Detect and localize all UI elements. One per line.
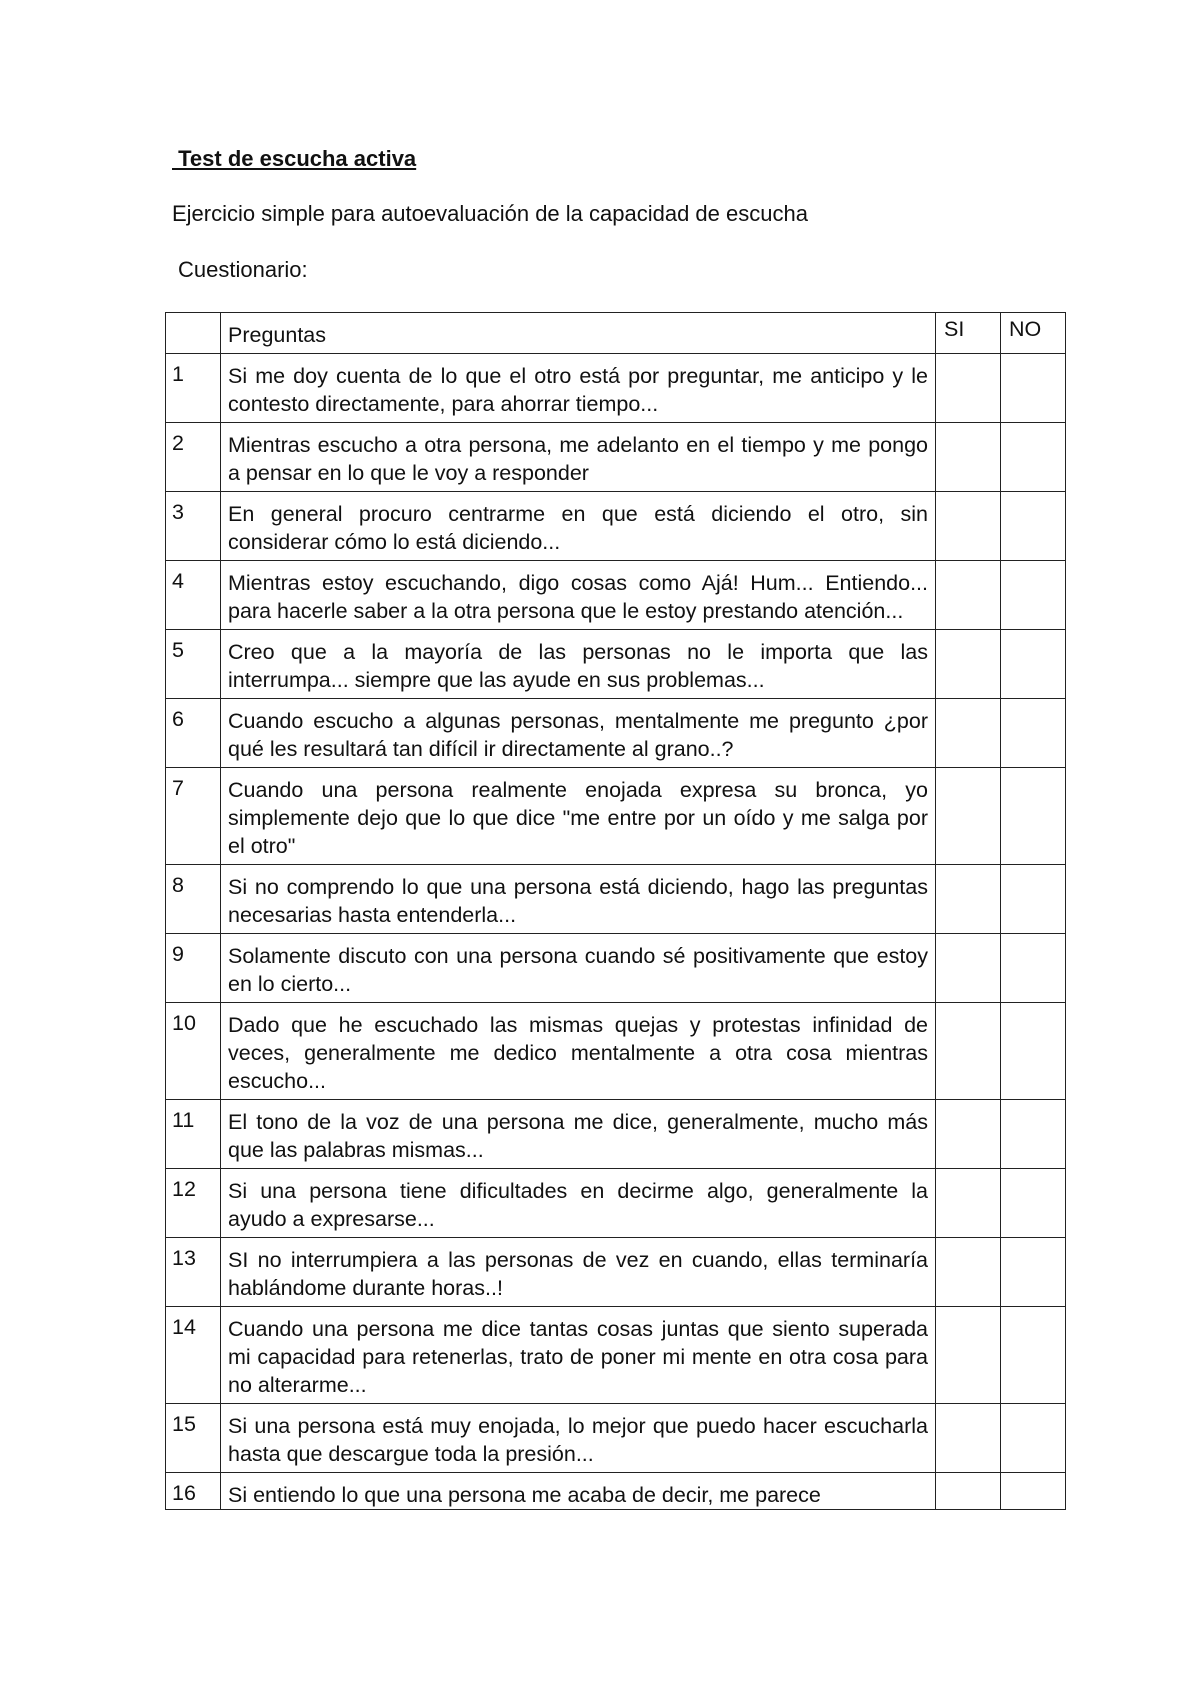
no-answer-cell[interactable] [1001, 934, 1066, 1003]
no-answer-cell[interactable] [1001, 768, 1066, 865]
yes-answer-cell[interactable] [936, 865, 1001, 934]
no-answer-cell[interactable] [1001, 865, 1066, 934]
question-text: Creo que a la mayoría de las personas no le importa que las interrumpa... siempre que las ayude en sus problemas... [221, 630, 936, 699]
question-text: Dado que he escuchado las mismas quejas y protestas infinidad de veces, generalmente me dedico mentalmente a otra cosa mientras escucho... [221, 1003, 936, 1100]
yes-answer-cell[interactable] [936, 1307, 1001, 1404]
yes-answer-cell[interactable] [936, 1238, 1001, 1307]
no-answer-cell[interactable] [1001, 1169, 1066, 1238]
row-number: 8 [166, 865, 221, 934]
no-answer-cell[interactable] [1001, 561, 1066, 630]
yes-answer-cell[interactable] [936, 561, 1001, 630]
header-number-cell [166, 313, 221, 354]
table-row [166, 1404, 1066, 1473]
row-number: 5 [166, 630, 221, 699]
header-no-cell: NO [1001, 313, 1066, 354]
row-number: 15 [166, 1404, 221, 1473]
header-question-cell: Preguntas [221, 313, 936, 354]
table-row [166, 1238, 1066, 1307]
row-number: 9 [166, 934, 221, 1003]
yes-answer-cell[interactable] [936, 492, 1001, 561]
no-answer-cell[interactable] [1001, 1473, 1066, 1510]
question-text: El tono de la voz de una persona me dice, generalmente, mucho más que las palabras mismas... [221, 1100, 936, 1169]
question-text: SI no interrumpiera a las personas de vez en cuando, ellas terminaría hablándome durante horas..! [221, 1238, 936, 1307]
yes-answer-cell[interactable] [936, 1169, 1001, 1238]
yes-answer-cell[interactable] [936, 1003, 1001, 1100]
document-title: Test de escucha activa [172, 146, 417, 171]
table-row [166, 1003, 1066, 1100]
yes-answer-cell[interactable] [936, 1100, 1001, 1169]
row-number: 4 [166, 561, 221, 630]
row-number: 6 [166, 699, 221, 768]
row-number: 3 [166, 492, 221, 561]
no-answer-cell[interactable] [1001, 1238, 1066, 1307]
no-answer-cell[interactable] [1001, 354, 1066, 423]
row-number: 11 [166, 1100, 221, 1169]
question-text: Si una persona está muy enojada, lo mejor que puedo hacer escucharla hasta que descargue toda la presión... [221, 1404, 936, 1473]
question-text: Si una persona tiene dificultades en decirme algo, generalmente la ayudo a expresarse... [221, 1169, 936, 1238]
row-number: 10 [166, 1003, 221, 1100]
yes-answer-cell[interactable] [936, 768, 1001, 865]
question-text: Mientras estoy escuchando, digo cosas como Ajá! Hum... Entiendo... para hacerle saber a la otra persona que le estoy prestando atención... [221, 561, 936, 630]
questionnaire-table [165, 312, 1066, 1510]
yes-answer-cell[interactable] [936, 354, 1001, 423]
no-answer-cell[interactable] [1001, 1003, 1066, 1100]
question-text: Cuando escucho a algunas personas, mentalmente me pregunto ¿por qué les resultará tan difícil ir directamente al grano..? [221, 699, 936, 768]
document-subtitle: Ejercicio simple para autoevaluación de la capacidad de escucha [172, 201, 808, 226]
row-number: 1 [166, 354, 221, 423]
no-answer-cell[interactable] [1001, 699, 1066, 768]
row-number: 16 [166, 1473, 221, 1510]
question-text: Solamente discuto con una persona cuando sé positivamente que estoy en lo cierto... [221, 934, 936, 1003]
no-answer-cell[interactable] [1001, 492, 1066, 561]
question-text: Si entiendo lo que una persona me acaba de decir, me parece [221, 1473, 936, 1510]
no-answer-cell[interactable] [1001, 1100, 1066, 1169]
question-text: Si no comprendo lo que una persona está diciendo, hago las preguntas necesarias hasta entenderla... [221, 865, 936, 934]
row-number: 2 [166, 423, 221, 492]
yes-answer-cell[interactable] [936, 423, 1001, 492]
table-row [166, 934, 1066, 1003]
table-row [166, 699, 1066, 768]
yes-answer-cell[interactable] [936, 1404, 1001, 1473]
table-row [166, 423, 1066, 492]
table-row [166, 492, 1066, 561]
yes-answer-cell[interactable] [936, 699, 1001, 768]
no-answer-cell[interactable] [1001, 1404, 1066, 1473]
table-header-row [166, 313, 1066, 354]
no-answer-cell[interactable] [1001, 1307, 1066, 1404]
row-number: 13 [166, 1238, 221, 1307]
table-row [166, 630, 1066, 699]
row-number: 14 [166, 1307, 221, 1404]
row-number: 12 [166, 1169, 221, 1238]
table-row [166, 561, 1066, 630]
table-row [166, 768, 1066, 865]
table-row [166, 1169, 1066, 1238]
yes-answer-cell[interactable] [936, 934, 1001, 1003]
no-answer-cell[interactable] [1001, 630, 1066, 699]
no-answer-cell[interactable] [1001, 423, 1066, 492]
question-text: En general procuro centrarme en que está diciendo el otro, sin considerar cómo lo está diciendo... [221, 492, 936, 561]
header-yes-cell: SI [936, 313, 1001, 354]
question-text: Mientras escucho a otra persona, me adelanto en el tiempo y me pongo a pensar en lo que le voy a responder [221, 423, 936, 492]
row-number: 7 [166, 768, 221, 865]
section-label: Cuestionario: [178, 257, 308, 282]
table-row [166, 1100, 1066, 1169]
question-text: Cuando una persona realmente enojada expresa su bronca, yo simplemente dejo que lo que dice "me entre por un oído y me salga por el otro" [221, 768, 936, 865]
table-row [166, 1473, 1066, 1510]
question-text: Si me doy cuenta de lo que el otro está por preguntar, me anticipo y le contesto directamente, para ahorrar tiempo... [221, 354, 936, 423]
table-row [166, 865, 1066, 934]
question-text: Cuando una persona me dice tantas cosas juntas que siento superada mi capacidad para retenerlas, trato de poner mi mente en otra cosa para no alterarme... [221, 1307, 936, 1404]
table-row [166, 354, 1066, 423]
yes-answer-cell[interactable] [936, 630, 1001, 699]
yes-answer-cell[interactable] [936, 1473, 1001, 1510]
table-row [166, 1307, 1066, 1404]
